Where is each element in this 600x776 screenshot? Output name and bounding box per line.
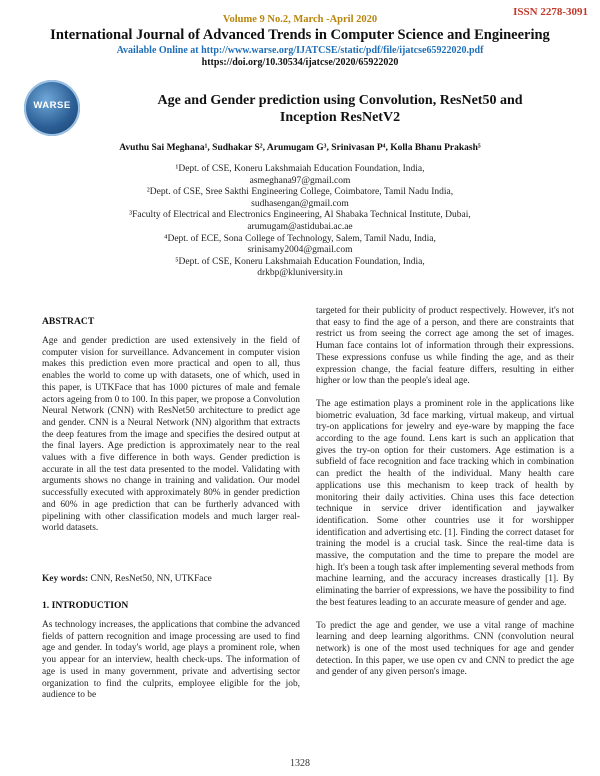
doi-link[interactable]: https://doi.org/10.30534/ijatcse/2020/65922020	[201, 57, 399, 68]
affiliation-2: ²Dept. of CSE, Sree Sakthi Engineering College, Coimbatore, Tamil Nadu India,	[146, 187, 454, 198]
abstract-text: Age and gender prediction are used extensively in the field of computer vision for surveillance. Advancement in computer vision makes this prediction even more practical and open to all, thus enables the world to come up with datasets, one of which, used in this paper, is UTKFace that has 1000 pictures of male and female actors ageing from 0 to 100. In this paper, we propose a Convolution Neural Network (CNN) with ResNet50 architecture to predict age and gender. CNN is a Neural Network (NN) algorithm that extracts the deep features from the image and specifies the desired output at the final layers. Age prediction is approximately near to the real values with a five difference in both ways. Gender prediction is accurate in all the test data presented to the model. Validating with arguments shows no change in training and validation. Our model successfully executed with approximately 80% in gender prediction and 60% in age prediction that can be furtherly advanced with pipelining with other classification models and much larger real-world datasets.	[42, 336, 300, 534]
introduction-text: As technology increases, the applications that combine the advanced fields of pattern recognition and image processing are used to find age and gender. In today's world, age plays a prominent role, when you appear for an interview, health check-ups. The information of age is used in many government, private and advertising sector organization to find the culprits, employee eligible for the job, audience to be	[42, 620, 300, 701]
affiliation-3: ³Faculty of Electrical and Electronics Engineering, Al Shabaka Technical Institute, Dubai,	[129, 210, 471, 221]
paper-title-line-2: Inception ResNetV2	[279, 110, 401, 125]
abstract-heading: ABSTRACT	[42, 316, 95, 327]
availability-link[interactable]: Available Online at http://www.warse.org/IJATCSE/static/pdf/file/ijatcse65922020.pdf	[116, 45, 484, 56]
right-paragraph-2: The age estimation plays a prominent role in the applications like biometric evaluation, 3d face marking, virtual makeup, and virtual try-on applications for jewelry and eye-ware by mapping the face according to the age found. Lens kart is such an application that gives the try-on option for their customers. Age estimation is a subfield of face recognition and face tracking which in combination can predict the health of the individual. Many health care applications use this mechanism to keep track of health by monitoring their daily activities. China uses this face detection technique in service driver identification and jaywalker identification. Some other countries use it for worshipper identification and advertising etc. [1]. Finding the correct dataset for training the model is a crucial task. Since the real-time data is massive, the computation and the time to prepare the model are high. It's been a tough task after implementing several methods from machine learning, and the accuracy increases drastically [1]. By eliminating the barrier of expressions, we have the possibility to find the best features leading to an accurate measure of gender and age.	[316, 398, 575, 608]
keywords-text: CNN, ResNet50, NN, UTKFace	[90, 574, 212, 584]
right-column	[316, 306, 574, 679]
affiliations	[0, 164, 600, 280]
affiliation-4: ⁴Dept. of ECE, Sona College of Technology, Salem, Tamil Nadu, India,	[164, 233, 436, 244]
page-number: 1328	[290, 758, 310, 769]
author-list: Avuthu Sai Meghana¹, Sudhakar S², Arumugam G³, Srinivasan P⁴, Kolla Bhanu Prakash⁵	[119, 143, 481, 153]
right-paragraph-3: To predict the age and gender, we use a vital range of machine learning and deep learning algorithms. CNN (convolution neural network) is one of the most used techniques for age and gender detection. In this paper, we use open cv and CNN to predict the age and gender of any given person's image.	[316, 620, 574, 678]
keywords-label: Key words:	[42, 574, 89, 584]
paper-title-line-1: Age and Gender prediction using Convolution, ResNet50 and	[157, 93, 523, 108]
paper-title	[100, 92, 580, 126]
affiliation-5: ⁵Dept. of CSE, Koneru Lakshmaiah Education Foundation, India,	[175, 256, 425, 267]
warse-logo-text: WARSE	[33, 100, 71, 111]
issn-label: ISSN 2278-3091	[513, 6, 588, 18]
journal-title: International Journal of Advanced Trends in Computer Science and Engineering	[50, 27, 550, 43]
email-4: srinisamy2004@gmail.com	[247, 245, 353, 256]
volume-line: Volume 9 No.2, March -April 2020	[222, 14, 378, 25]
introduction-heading: 1. INTRODUCTION	[42, 600, 129, 611]
keywords	[42, 574, 300, 586]
email-1: asmeghana97@gmail.com	[249, 175, 351, 186]
email-2: sudhasengan@gmail.com	[251, 198, 349, 209]
email-5: drkbp@kluniversity.in	[257, 268, 343, 279]
right-paragraph-1: targeted for their publicity of product respectively. However, it's not that easy to find the age of a person, and there are constraints that restrict us from seeing the correct age among the set of images. Human face contains lot of information through their expressions. These expressions confuse us while finding the age, and as their expression change, the facial feature differs, resulting in either higher or low than the people's ideal age.	[316, 306, 574, 387]
affiliation-1: ¹Dept. of CSE, Koneru Lakshmaiah Education Foundation, India,	[175, 164, 425, 174]
email-3: arumugam@astidubai.ac.ae	[247, 221, 353, 232]
